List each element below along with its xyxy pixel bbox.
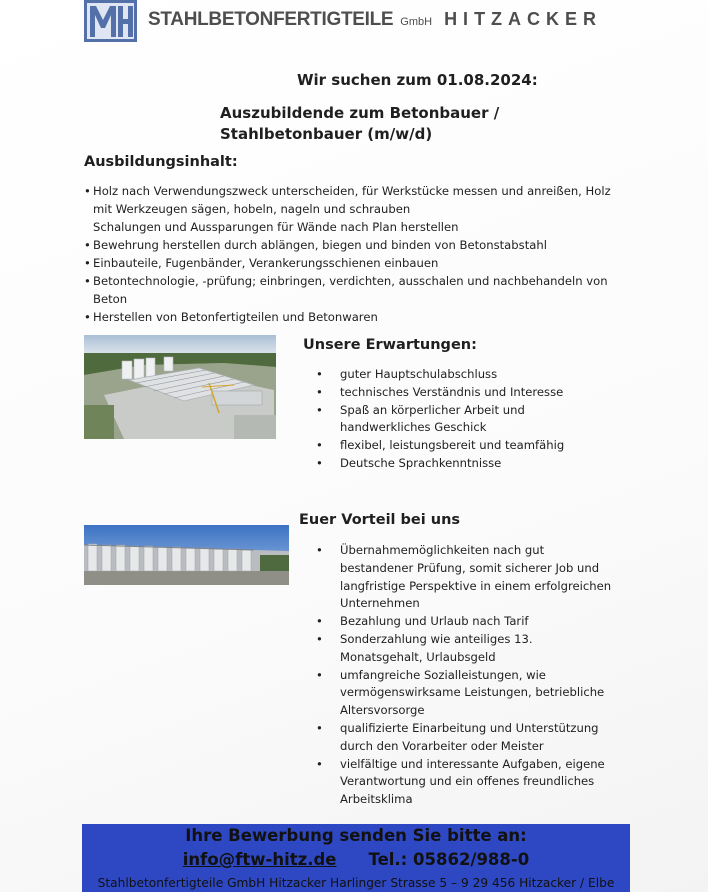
contact-line [82, 850, 630, 869]
company-name: STAHLBETONFERTIGTEILE [148, 9, 394, 30]
training-item: Schalungen und Aussparungen für Wände nach Plan herstellen [93, 220, 459, 234]
company-suffix: GmbH [400, 16, 433, 28]
application-heading: Ihre Bewerbung senden Sie bitte an: [185, 826, 527, 845]
expectation-item: • technisches Verständnis und Interesse [316, 384, 616, 402]
training-item: • Betontechnologie, -prüfung; einbringen, verdichten, ausschalen und nachbehandeln von Beton [84, 272, 624, 308]
benefits-heading: Euer Vorteil bei uns [299, 512, 461, 528]
expectation-item: • flexibel, leistungsbereit und teamfähig [316, 437, 616, 455]
start-date-heading: Wir suchen zum 01.08.2024: [297, 71, 538, 89]
benefit-item: • Übernahmemöglichkeiten nach gut bestandener Prüfung, somit sicherer Job und langfristige Perspektive in einem erfolgreichen Unternehmen [316, 542, 616, 613]
application-footer [82, 824, 630, 892]
benefits-list [316, 542, 616, 809]
job-title: Auszubildende zum Betonbauer / Stahlbetonbauer (m/w/d) [220, 104, 500, 143]
training-heading: Ausbildungsinhalt: [84, 154, 238, 170]
expectation-item: • guter Hauptschulabschluss [316, 366, 616, 384]
expectation-item: • Deutsche Sprachkenntnisse [316, 455, 616, 473]
company-city: HITZACKER [444, 9, 603, 29]
training-item: • Holz nach Verwendungszweck unterscheiden, für Werkstücke messen und anreißen, Holz mit Werkzeugen sägen, hobeln, nageln und schrauben [84, 182, 624, 218]
phone-number: Tel.: 05862/988-0 [368, 850, 530, 869]
hall-construction-photo [84, 525, 289, 585]
company-address: Stahlbetonfertigteile GmbH Hitzacker Harlinger Strasse 5 – 9 29 456 Hitzacker / Elbe [97, 876, 615, 890]
training-item: • Bewehrung herstellen durch ablängen, biegen und binden von Betonstabstahl [84, 236, 624, 254]
training-list [84, 182, 624, 326]
expectations-heading: Unsere Erwartungen: [303, 337, 477, 353]
benefit-item: • vielfältige und interessante Aufgaben, eigene Verantwortung und ein offenes freundliches Arbeitsklima [316, 756, 616, 809]
factory-aerial-photo [84, 335, 276, 439]
expectation-item: • Spaß an körperlicher Arbeit und handwerkliches Geschick [316, 402, 616, 438]
benefit-item: • Sonderzahlung wie anteiliges 13. Monatsgehalt, Urlaubsgeld [316, 631, 616, 667]
training-item: • Einbauteile, Fugenbänder, Verankerungsschienen einbauen [84, 254, 624, 272]
email-link[interactable]: info@ftw-hitz.de [182, 850, 337, 869]
benefit-item: • Bezahlung und Urlaub nach Tarif [316, 613, 616, 631]
benefit-item: • qualifizierte Einarbeitung und Unterstützung durch den Vorarbeiter oder Meister [316, 720, 616, 756]
expectations-list [316, 366, 616, 473]
company-wordmark [148, 9, 602, 31]
mh-logo-icon [84, 0, 137, 42]
training-item: • Herstellen von Betonfertigteilen und Betonwaren [84, 308, 624, 326]
benefit-item: • umfangreiche Sozialleistungen, wie vermögenswirksame Leistungen, betriebliche Altersvorsorge [316, 667, 616, 720]
